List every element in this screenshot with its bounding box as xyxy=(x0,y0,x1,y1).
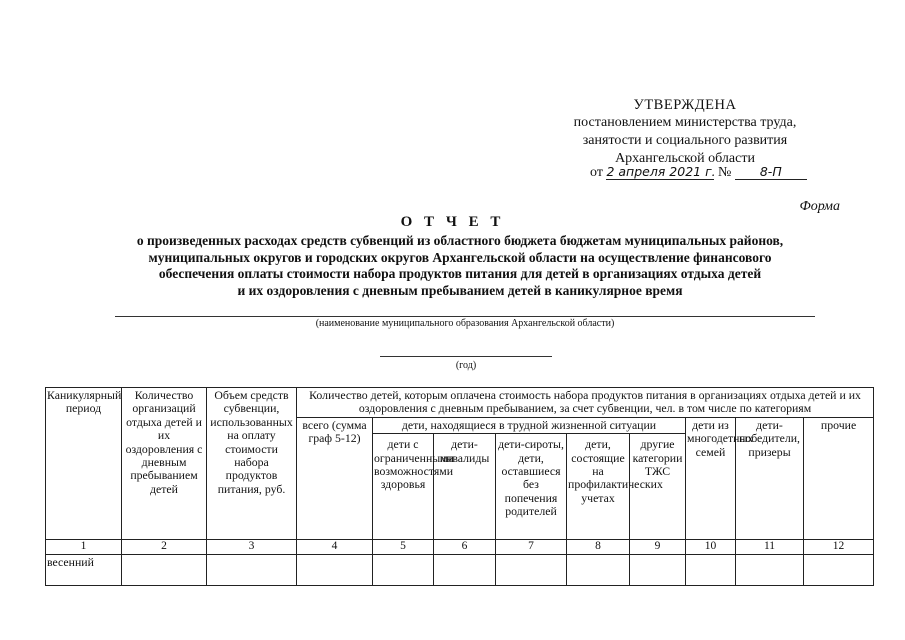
table-cell xyxy=(496,554,567,585)
year-caption: (год) xyxy=(455,360,477,371)
header-disabled: дети-инвалиды xyxy=(434,434,496,540)
header-winners: дети-победители, призеры xyxy=(736,417,804,539)
column-number: 3 xyxy=(207,540,297,554)
approval-line: занятости и социального развития xyxy=(582,133,788,148)
report-title: О Т Ч Е Т xyxy=(400,214,505,230)
report-description-line: о произведенных расходах средств субвенций из областного бюджета бюджетам муниципальных районов, xyxy=(136,233,784,248)
table-cell xyxy=(434,554,496,585)
year-line xyxy=(380,356,552,357)
header-large-families: дети из многодетных семей xyxy=(686,417,736,539)
table-cell xyxy=(736,554,804,585)
header-orphans: дети-сироты, дети, оставшиеся без попечения родителей xyxy=(496,434,567,540)
approval-number: 8-П xyxy=(735,164,807,180)
header-other: прочие xyxy=(804,417,874,539)
column-number: 2 xyxy=(122,540,207,554)
date-prefix: от xyxy=(590,165,603,180)
column-number: 7 xyxy=(496,540,567,554)
column-number: 11 xyxy=(736,540,804,554)
report-description xyxy=(90,233,830,299)
table-cell xyxy=(804,554,874,585)
column-number: 9 xyxy=(630,540,686,554)
header-children-count: Количество детей, которым оплачена стоимость набора продуктов питания в организациях отдыха детей и их оздоровления с дневным пребыванием, за счет субвенции, чел. в том числе по категориям xyxy=(297,388,874,418)
table-cell xyxy=(122,554,207,585)
column-number: 10 xyxy=(686,540,736,554)
approval-block xyxy=(560,96,810,168)
column-number: 4 xyxy=(297,540,373,554)
table-cell xyxy=(630,554,686,585)
header-total: всего (сумма граф 5-12) xyxy=(297,417,373,539)
table-cell xyxy=(373,554,434,585)
report-description-line: муниципальных округов и городских округов Архангельской области на осуществление финансового xyxy=(148,249,772,265)
header-preventive-records: дети, состоящие на профилактических учетах xyxy=(567,434,630,540)
header-period: Каникулярный период xyxy=(46,388,122,540)
row-period: весенний xyxy=(46,554,122,585)
column-number: 5 xyxy=(373,540,434,554)
report-table xyxy=(45,387,874,586)
column-number: 1 xyxy=(46,540,122,554)
table-row xyxy=(46,554,874,585)
table-cell xyxy=(567,554,630,585)
table-cell xyxy=(207,554,297,585)
approval-date: 2 апреля 2021 г. xyxy=(606,164,716,179)
approval-line: Архангельской области xyxy=(615,151,755,166)
header-limited-health: дети с ограниченными возможностями здоровья xyxy=(373,434,434,540)
header-difficult-situation: дети, находящиеся в трудной жизненной ситуации xyxy=(373,417,686,433)
header-other-tjs: другие категории ТЖС xyxy=(630,434,686,540)
table-cell xyxy=(297,554,373,585)
column-number: 8 xyxy=(567,540,630,554)
number-prefix: № xyxy=(717,165,732,180)
approval-line: постановлением министерства труда, xyxy=(573,115,797,130)
report-description-line: обеспечения оплаты стоимости набора продуктов питания для детей в организациях отдыха детей xyxy=(158,266,762,281)
municipality-caption: (наименование муниципального образования Архангельской области) xyxy=(315,318,615,329)
column-number: 12 xyxy=(804,540,874,554)
approval-title: УТВЕРЖДЕНА xyxy=(633,97,737,113)
form-label: Форма xyxy=(799,199,840,214)
table-cell xyxy=(686,554,736,585)
report-description-line: и их оздоровления с дневным пребыванием детей в каникулярное время xyxy=(237,282,683,298)
municipality-line xyxy=(115,316,815,317)
header-organizations: Количество организаций отдыха детей и их оздоровления с дневным пребыванием детей xyxy=(122,388,207,540)
column-number: 6 xyxy=(434,540,496,554)
approval-order-line xyxy=(590,164,840,181)
header-subvention-amount: Объем средств субвенции, использованных на оплату стоимости набора продуктов питания, руб. xyxy=(207,388,297,540)
